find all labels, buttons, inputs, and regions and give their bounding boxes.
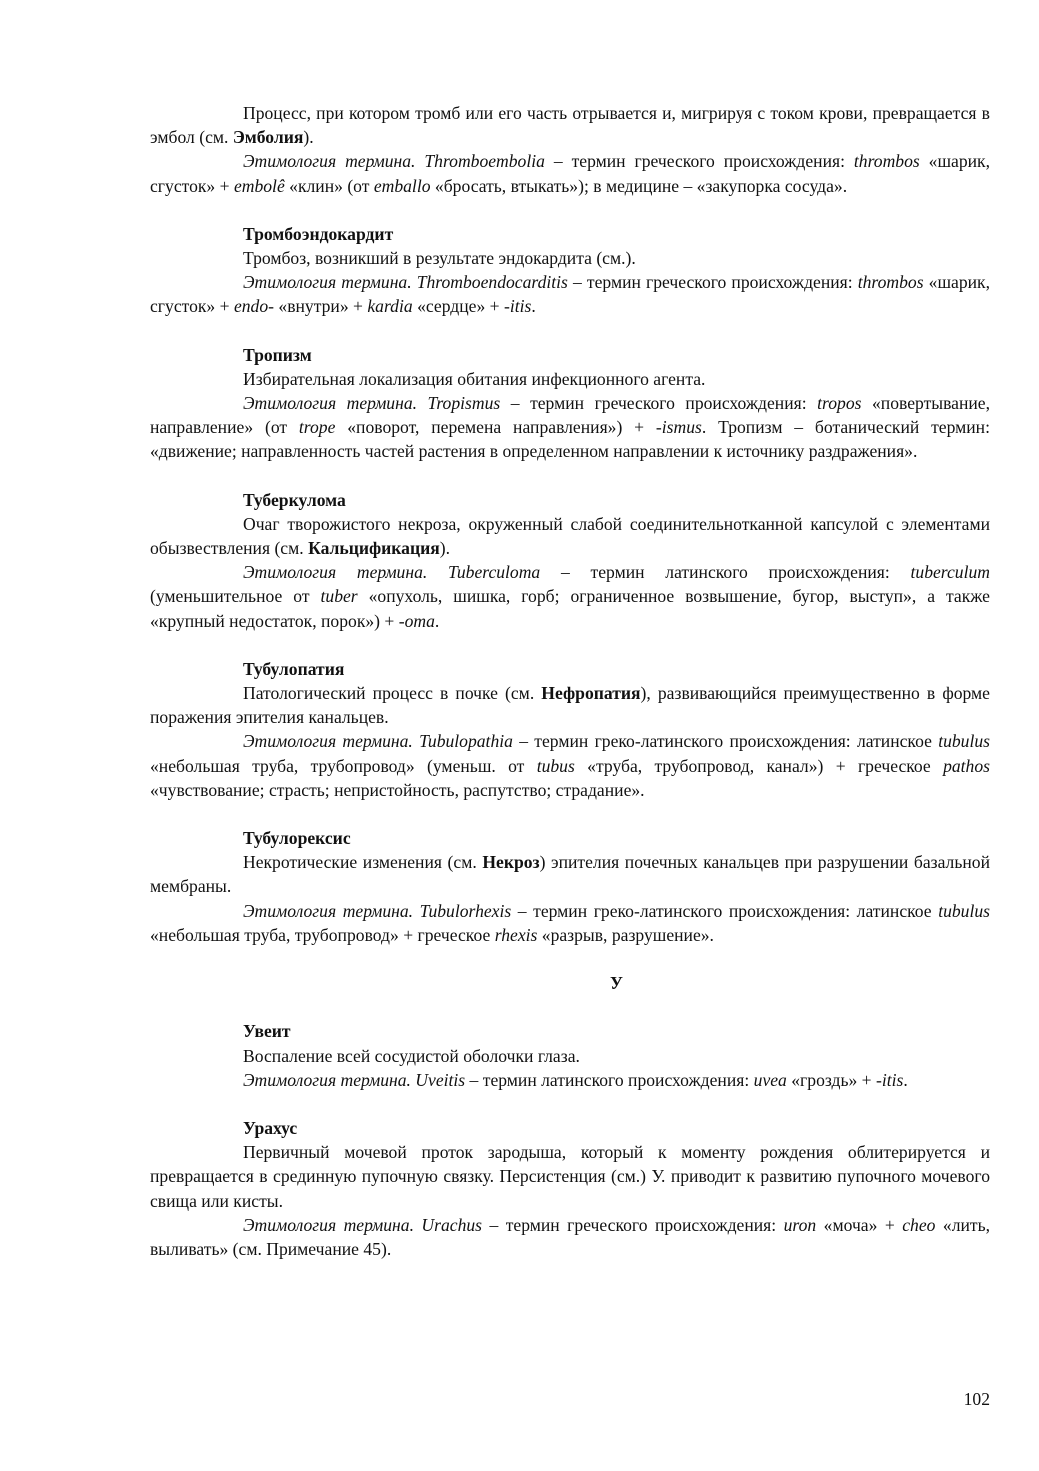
entry-thromboendocarditis <box>150 222 990 319</box>
entry-urachus <box>150 1116 990 1261</box>
entry-uveitis <box>150 1019 990 1092</box>
etymology: Этимология термина. Uveitis – термин латинского происхождения: uvea «гроздь» + -itis. <box>243 1069 908 1090</box>
etymology: Этимология термина. Urachus – термин греческого происхождения: uron «моча» + cheo «лить, выливать» (см. Примечание 45). <box>150 1214 991 1259</box>
entry-thromboembolia <box>150 101 990 198</box>
cross-reference: Кальцификация <box>308 538 440 559</box>
definition: Процесс, при котором тромб или его часть отрывается и, мигрируя с током крови, превращается в эмбол (см. Эмболия). <box>150 103 990 148</box>
definition: Тромбоз, возникший в результате эндокардита (см.). <box>243 248 636 269</box>
entry-term: Туберкулома <box>243 489 346 510</box>
page-number: 102 <box>963 1389 990 1409</box>
etymology-label: Этимология термина. Uveitis <box>243 1069 466 1090</box>
entry-term: Тубулорексис <box>243 828 351 849</box>
etymology: Этимология термина. Tubulorhexis – термин греко-латинского происхождения: латинское tubulus «небольшая труба, трубопровод» + греческое rhexis «разрыв, разрушение». <box>150 900 990 945</box>
etymology-label: Этимология термина. Tuberculoma <box>243 562 541 583</box>
etymology-label: Этимология термина. Urachus <box>243 1214 483 1235</box>
etymology-label: Этимология термина. Thromboendocarditis <box>243 272 568 293</box>
etymology-label: Этимология термина. Tubulorhexis <box>243 900 512 921</box>
entry-term: Тубулопатия <box>243 658 345 679</box>
etymology: Этимология термина. Tuberculoma – термин латинского происхождения: tuberculum (уменьшительное от tuber «опухоль, шишка, горб; ограниченное возвышение, бугор, выступ», а также «крупный недостаток, порок») + -oma. <box>150 562 990 631</box>
page-content <box>150 101 990 1261</box>
entry-term: Тромбоэндокардит <box>243 223 394 244</box>
entry-tropism <box>150 343 990 464</box>
etymology-label: Этимология термина. Thromboembolia <box>243 151 545 172</box>
entry-tubulopathy <box>150 657 990 802</box>
cross-reference: Нефропатия <box>541 683 641 704</box>
entry-tubulorhexis <box>150 826 990 947</box>
etymology-label: Этимология термина. Tubulopathia <box>243 731 513 752</box>
etymology: Этимология термина. Thromboembolia – термин греческого происхождения: thrombos «шарик, сгусток» + embolê «клин» (от emballo «бросать, втыкать»); в медицине – «закупорка сосуда». <box>150 151 990 196</box>
entry-tuberculoma <box>150 488 990 633</box>
section-letter: У <box>610 973 623 994</box>
etymology: Этимология термина. Thromboendocarditis – термин греческого происхождения: thrombos «шарик, сгусток» + endo- «внутри» + kardia «сердце» + -itis. <box>150 272 990 317</box>
entry-term: Урахус <box>243 1117 298 1138</box>
etymology-label: Этимология термина. Tropismus <box>243 393 501 414</box>
definition: Воспаление всей сосудистой оболочки глаза. <box>243 1045 580 1066</box>
definition: Избирательная локализация обитания инфекционного агента. <box>243 368 706 389</box>
etymology: Этимология термина. Tubulopathia – термин греко-латинского происхождения: латинское tubulus «небольшая труба, трубопровод» (уменьш. от tubus «труба, трубопровод, канал») + греческое pathos «чувствование; страсть; непристойность, распутство; страдание». <box>150 731 991 800</box>
entry-term: Увеит <box>243 1021 291 1042</box>
definition: Первичный мочевой проток зародыша, который к моменту рождения облитерируется и превращается в срединную пупочную связку. Персистенция (см.) У. приводит к развитию пупочного мочевого свища или кисты. <box>150 1142 990 1211</box>
entry-term: Тропизм <box>243 344 312 365</box>
etymology: Этимология термина. Tropismus – термин греческого происхождения: tropos «повертывание, направление» (от trope «поворот, перемена направления») + -ismus. Тропизм – ботанический термин: «движение; направленность частей растения в определенном направлении к источнику раздражения». <box>150 393 991 462</box>
definition: Очаг творожистого некроза, окруженный слабой соединительнотканной капсулой с элементами обызвествления (см. Кальцификация). <box>150 513 990 559</box>
definition: Патологический процесс в почке (см. Нефропатия), развивающийся преимущественно в форме поражения эпителия канальцев. <box>150 683 990 728</box>
cross-reference: Некроз <box>482 852 540 873</box>
definition: Некротические изменения (см. Некроз) эпителия почечных канальцев при разрушении базальной мембраны. <box>150 852 990 897</box>
cross-reference: Эмболия <box>232 127 304 148</box>
